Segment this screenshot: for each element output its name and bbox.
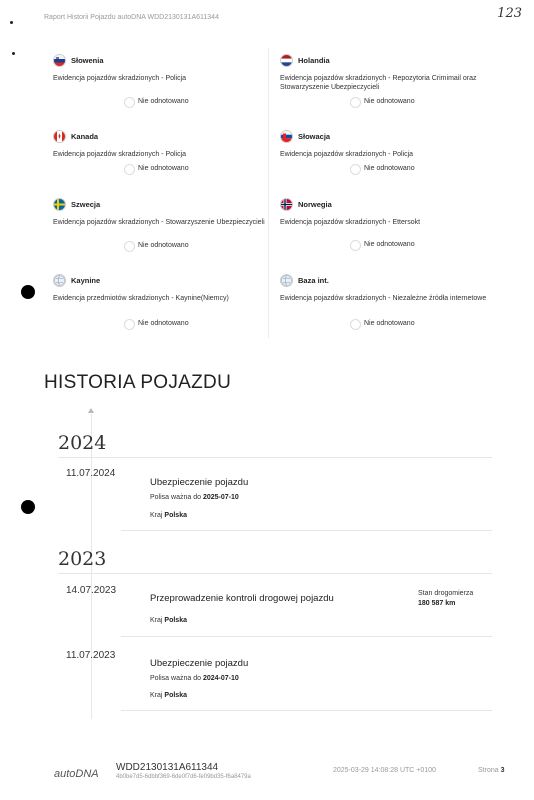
event-title: Ubezpieczenie pojazdu <box>150 658 249 669</box>
card-status: Nie odnotowano <box>138 165 189 172</box>
theft-card-canada <box>53 130 268 159</box>
slovakia-flag-icon <box>280 130 293 143</box>
card-description: Ewidencja pojazdów skradzionych - Repozytoria Crimimail oraz Stowarzyszenie Ubezpieczycieli <box>280 75 477 91</box>
odometer-label: Stan drogomierza <box>418 590 474 597</box>
punch-hole-bottom <box>21 500 35 514</box>
handwritten-page-mark: 123 <box>497 6 522 21</box>
card-description: Ewidencja pojazdów skradzionych - Policja <box>280 151 414 158</box>
footer-vin: WDD2130131A611344 <box>116 762 219 773</box>
norway-flag-icon <box>280 198 293 211</box>
status-check-icon <box>350 164 361 175</box>
card-description: Ewidencja pojazdów skradzionych - Policja <box>53 75 187 82</box>
event-country: Kraj Polska <box>150 512 187 519</box>
slovenia-flag-icon <box>53 54 66 67</box>
odometer-value: 180 587 km <box>418 600 456 607</box>
event-country: Kraj Polska <box>150 692 187 699</box>
event-divider <box>121 530 492 531</box>
card-status: Nie odnotowano <box>364 320 415 327</box>
status-check-icon <box>124 319 135 330</box>
footer-hash: 4b0be7d5-6dbbf369-6de0f7d6-fe09bd35-f6a8479a <box>116 774 251 780</box>
history-section-title: HISTORIA POJAZDU <box>44 372 232 393</box>
event-date: 11.07.2024 <box>66 468 116 479</box>
autodna-logo: autoDNA <box>54 768 99 780</box>
card-status: Nie odnotowano <box>364 98 415 105</box>
card-country: Holandia <box>298 56 330 65</box>
event-date: 11.07.2023 <box>66 650 116 661</box>
status-check-icon <box>350 97 361 108</box>
theft-card-norway <box>280 198 495 227</box>
card-status: Nie odnotowano <box>364 241 415 248</box>
year-divider <box>58 457 492 458</box>
card-country: Norwegia <box>298 200 332 209</box>
cards-column-divider <box>268 48 269 338</box>
theft-card-sweden <box>53 198 268 227</box>
event-divider <box>121 710 492 711</box>
scan-dot <box>12 52 15 55</box>
card-country: Szwecja <box>71 200 101 209</box>
footer-timestamp: 2025-03-29 14:08:28 UTC +0100 <box>333 767 436 774</box>
card-country: Kaynine <box>71 276 101 285</box>
event-country: Kraj Polska <box>150 617 187 624</box>
netherlands-flag-icon <box>280 54 293 67</box>
status-check-icon <box>350 319 361 330</box>
timeline-arrow-icon <box>88 408 94 413</box>
theft-card-kaynine <box>53 274 268 303</box>
card-description: Ewidencja pojazdów skradzionych - Stowarzyszenie Ubezpieczycieli <box>53 219 265 226</box>
sweden-flag-icon <box>53 198 66 211</box>
event-date: 14.07.2023 <box>66 585 117 596</box>
card-status: Nie odnotowano <box>138 320 189 327</box>
card-country: Kanada <box>71 132 99 141</box>
event-divider <box>121 636 492 637</box>
year-divider <box>58 573 492 574</box>
card-description: Ewidencja pojazdów skradzionych - Policja <box>53 151 187 158</box>
card-status: Nie odnotowano <box>138 242 189 249</box>
theft-card-internet-base <box>280 274 495 303</box>
globe-icon <box>53 274 66 287</box>
report-header-title: Raport Historii Pojazdu autoDNA WDD2130131A611344 <box>44 14 219 21</box>
theft-card-netherlands <box>280 54 495 92</box>
card-description: Ewidencja pojazdów skradzionych - Niezależne źródła internetowe <box>280 295 487 302</box>
status-check-icon <box>124 164 135 175</box>
card-status: Nie odnotowano <box>364 165 415 172</box>
scan-dot <box>10 21 13 24</box>
card-description: Ewidencja pojazdów skradzionych - Ettersokt <box>280 219 421 226</box>
card-country: Baza int. <box>298 276 329 285</box>
footer-page: Strona 3 <box>478 767 505 774</box>
canada-flag-icon <box>53 130 66 143</box>
card-country: Słowenia <box>71 56 104 65</box>
year-heading: 2023 <box>58 548 107 570</box>
punch-hole-top <box>21 285 35 299</box>
event-title: Przeprowadzenie kontroli drogowej pojazdu <box>150 593 334 604</box>
status-check-icon <box>350 240 361 251</box>
theft-card-slovakia <box>280 130 495 159</box>
event-policy: Polisa ważna do 2025-07-10 <box>150 494 239 501</box>
theft-card-slovenia <box>53 54 268 83</box>
card-description: Ewidencja przedmiotów skradzionych - Kaynine(Niemcy) <box>53 295 229 302</box>
event-policy: Polisa ważna do 2024-07-10 <box>150 675 239 682</box>
globe-icon <box>280 274 293 287</box>
year-heading: 2024 <box>58 432 107 454</box>
status-check-icon <box>124 97 135 108</box>
event-title: Ubezpieczenie pojazdu <box>150 477 249 488</box>
card-status: Nie odnotowano <box>138 98 189 105</box>
card-country: Słowacja <box>298 132 331 141</box>
status-check-icon <box>124 241 135 252</box>
